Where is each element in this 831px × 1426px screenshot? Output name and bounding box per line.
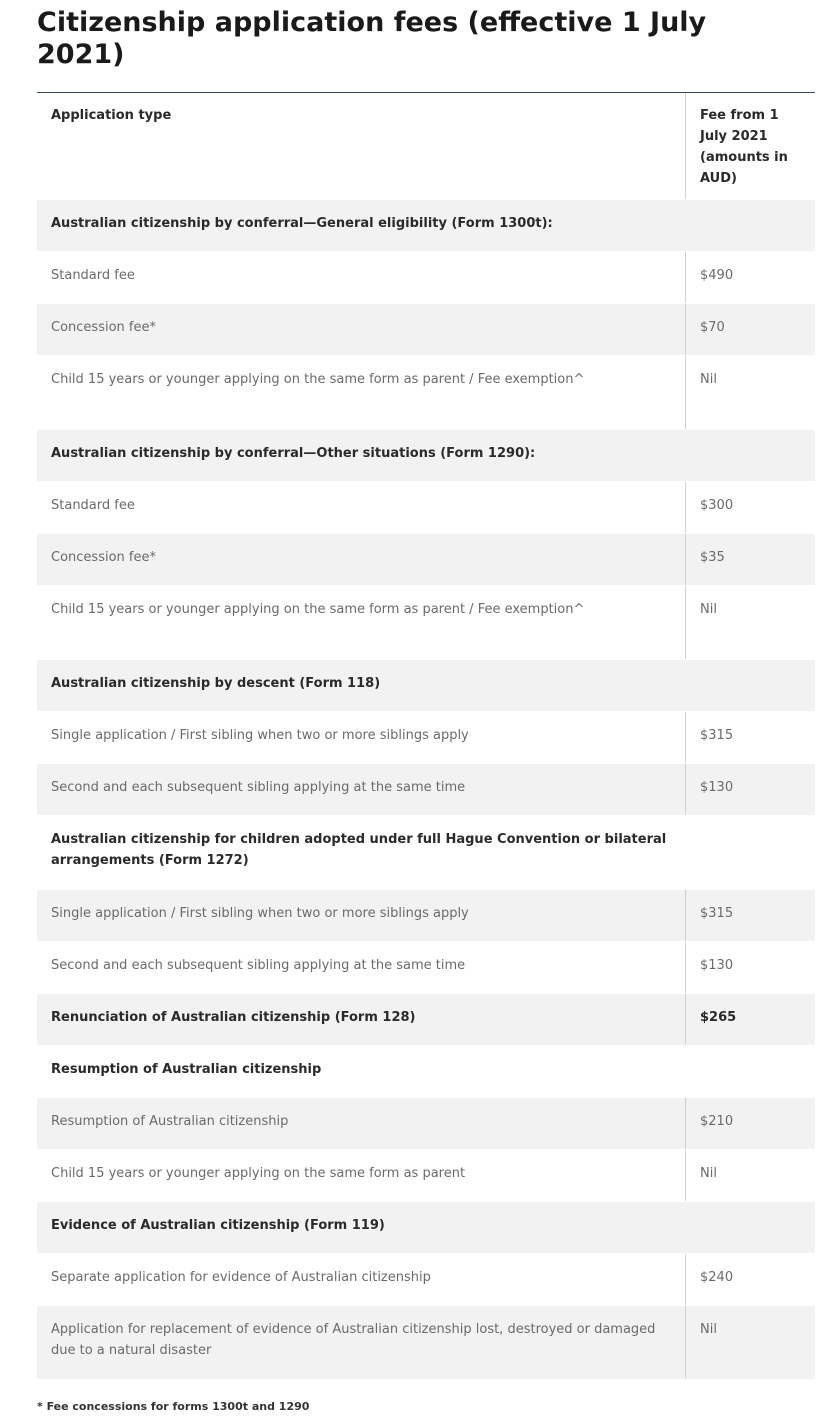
application-type-cell: Concession fee* <box>51 320 156 335</box>
table-row <box>37 534 815 586</box>
section-heading-row <box>37 200 815 252</box>
page-title: Citizenship application fees (effective 1 July 2021) <box>37 7 707 70</box>
table-row <box>37 1306 815 1380</box>
fee-cell: $300 <box>685 482 815 533</box>
fee-cell: $70 <box>685 304 815 355</box>
application-type-cell: Child 15 years or younger applying on the same form as parent <box>51 1166 466 1181</box>
section-heading-row <box>37 994 815 1046</box>
table-header-row <box>37 93 815 200</box>
table-body <box>37 200 815 1380</box>
fee-cell: Nil <box>685 1150 815 1201</box>
application-type-cell: Single application / First sibling when two or more siblings apply <box>51 906 469 921</box>
table-row <box>37 712 815 764</box>
application-type-cell: Child 15 years or younger applying on the same form as parent / Fee exemption^ <box>51 372 585 387</box>
table-row <box>37 890 815 942</box>
table-row <box>37 356 815 430</box>
table-row <box>37 586 815 660</box>
section-heading-label: Resumption of Australian citizenship <box>51 1062 322 1077</box>
application-type-cell: Concession fee* <box>51 550 156 565</box>
application-type-cell: Application for replacement of evidence of Australian citizenship lost, destroyed or damaged due to a natural disaster <box>51 1322 656 1358</box>
section-heading-row <box>37 816 815 890</box>
fee-cell: Nil <box>685 356 815 429</box>
fee-cell: $490 <box>685 252 815 303</box>
table-row <box>37 942 815 994</box>
table-row <box>37 1150 815 1202</box>
application-type-cell: Resumption of Australian citizenship <box>51 1114 289 1129</box>
section-heading-label: Australian citizenship for children adopted under full Hague Convention or bilateral arrangements (Form 1272) <box>51 832 667 868</box>
fee-cell: $130 <box>685 764 815 815</box>
fee-cell: Nil <box>685 586 815 659</box>
footnote: * Fee concessions for forms 1300t and 1290 <box>37 1400 310 1413</box>
section-heading-row <box>37 660 815 712</box>
application-type-cell: Standard fee <box>51 268 135 283</box>
application-type-cell: Second and each subsequent sibling applying at the same time <box>51 780 466 795</box>
fee-cell: $315 <box>685 712 815 763</box>
fee-cell: $315 <box>685 890 815 941</box>
fee-table <box>37 92 815 1380</box>
fee-cell: $265 <box>685 994 815 1045</box>
header-fee: Fee from 1 July 2021 (amounts in AUD) <box>685 93 815 199</box>
fee-cell: $240 <box>685 1254 815 1305</box>
fee-cell: $210 <box>685 1098 815 1149</box>
fee-cell: Nil <box>685 1306 815 1379</box>
table-row <box>37 304 815 356</box>
application-type-cell: Single application / First sibling when two or more siblings apply <box>51 728 469 743</box>
fee-cell: $130 <box>685 942 815 993</box>
section-heading-row <box>37 1046 815 1098</box>
fee-cell: $35 <box>685 534 815 585</box>
section-heading-label: Australian citizenship by conferral—Other situations (Form 1290): <box>51 446 536 461</box>
application-type-cell: Renunciation of Australian citizenship (Form 128) <box>51 1010 416 1025</box>
table-row <box>37 764 815 816</box>
table-row <box>37 252 815 304</box>
header-application-type: Application type <box>51 108 172 123</box>
application-type-cell: Standard fee <box>51 498 135 513</box>
table-row <box>37 1254 815 1306</box>
section-heading-row <box>37 430 815 482</box>
table-row <box>37 1098 815 1150</box>
application-type-cell: Child 15 years or younger applying on the same form as parent / Fee exemption^ <box>51 602 585 617</box>
application-type-cell: Second and each subsequent sibling applying at the same time <box>51 958 466 973</box>
section-heading-label: Evidence of Australian citizenship (Form 119) <box>51 1218 385 1233</box>
section-heading-row <box>37 1202 815 1254</box>
section-heading-label: Australian citizenship by descent (Form 118) <box>51 676 381 691</box>
section-heading-label: Australian citizenship by conferral—General eligibility (Form 1300t): <box>51 216 553 231</box>
table-row <box>37 482 815 534</box>
application-type-cell: Separate application for evidence of Australian citizenship <box>51 1270 431 1285</box>
